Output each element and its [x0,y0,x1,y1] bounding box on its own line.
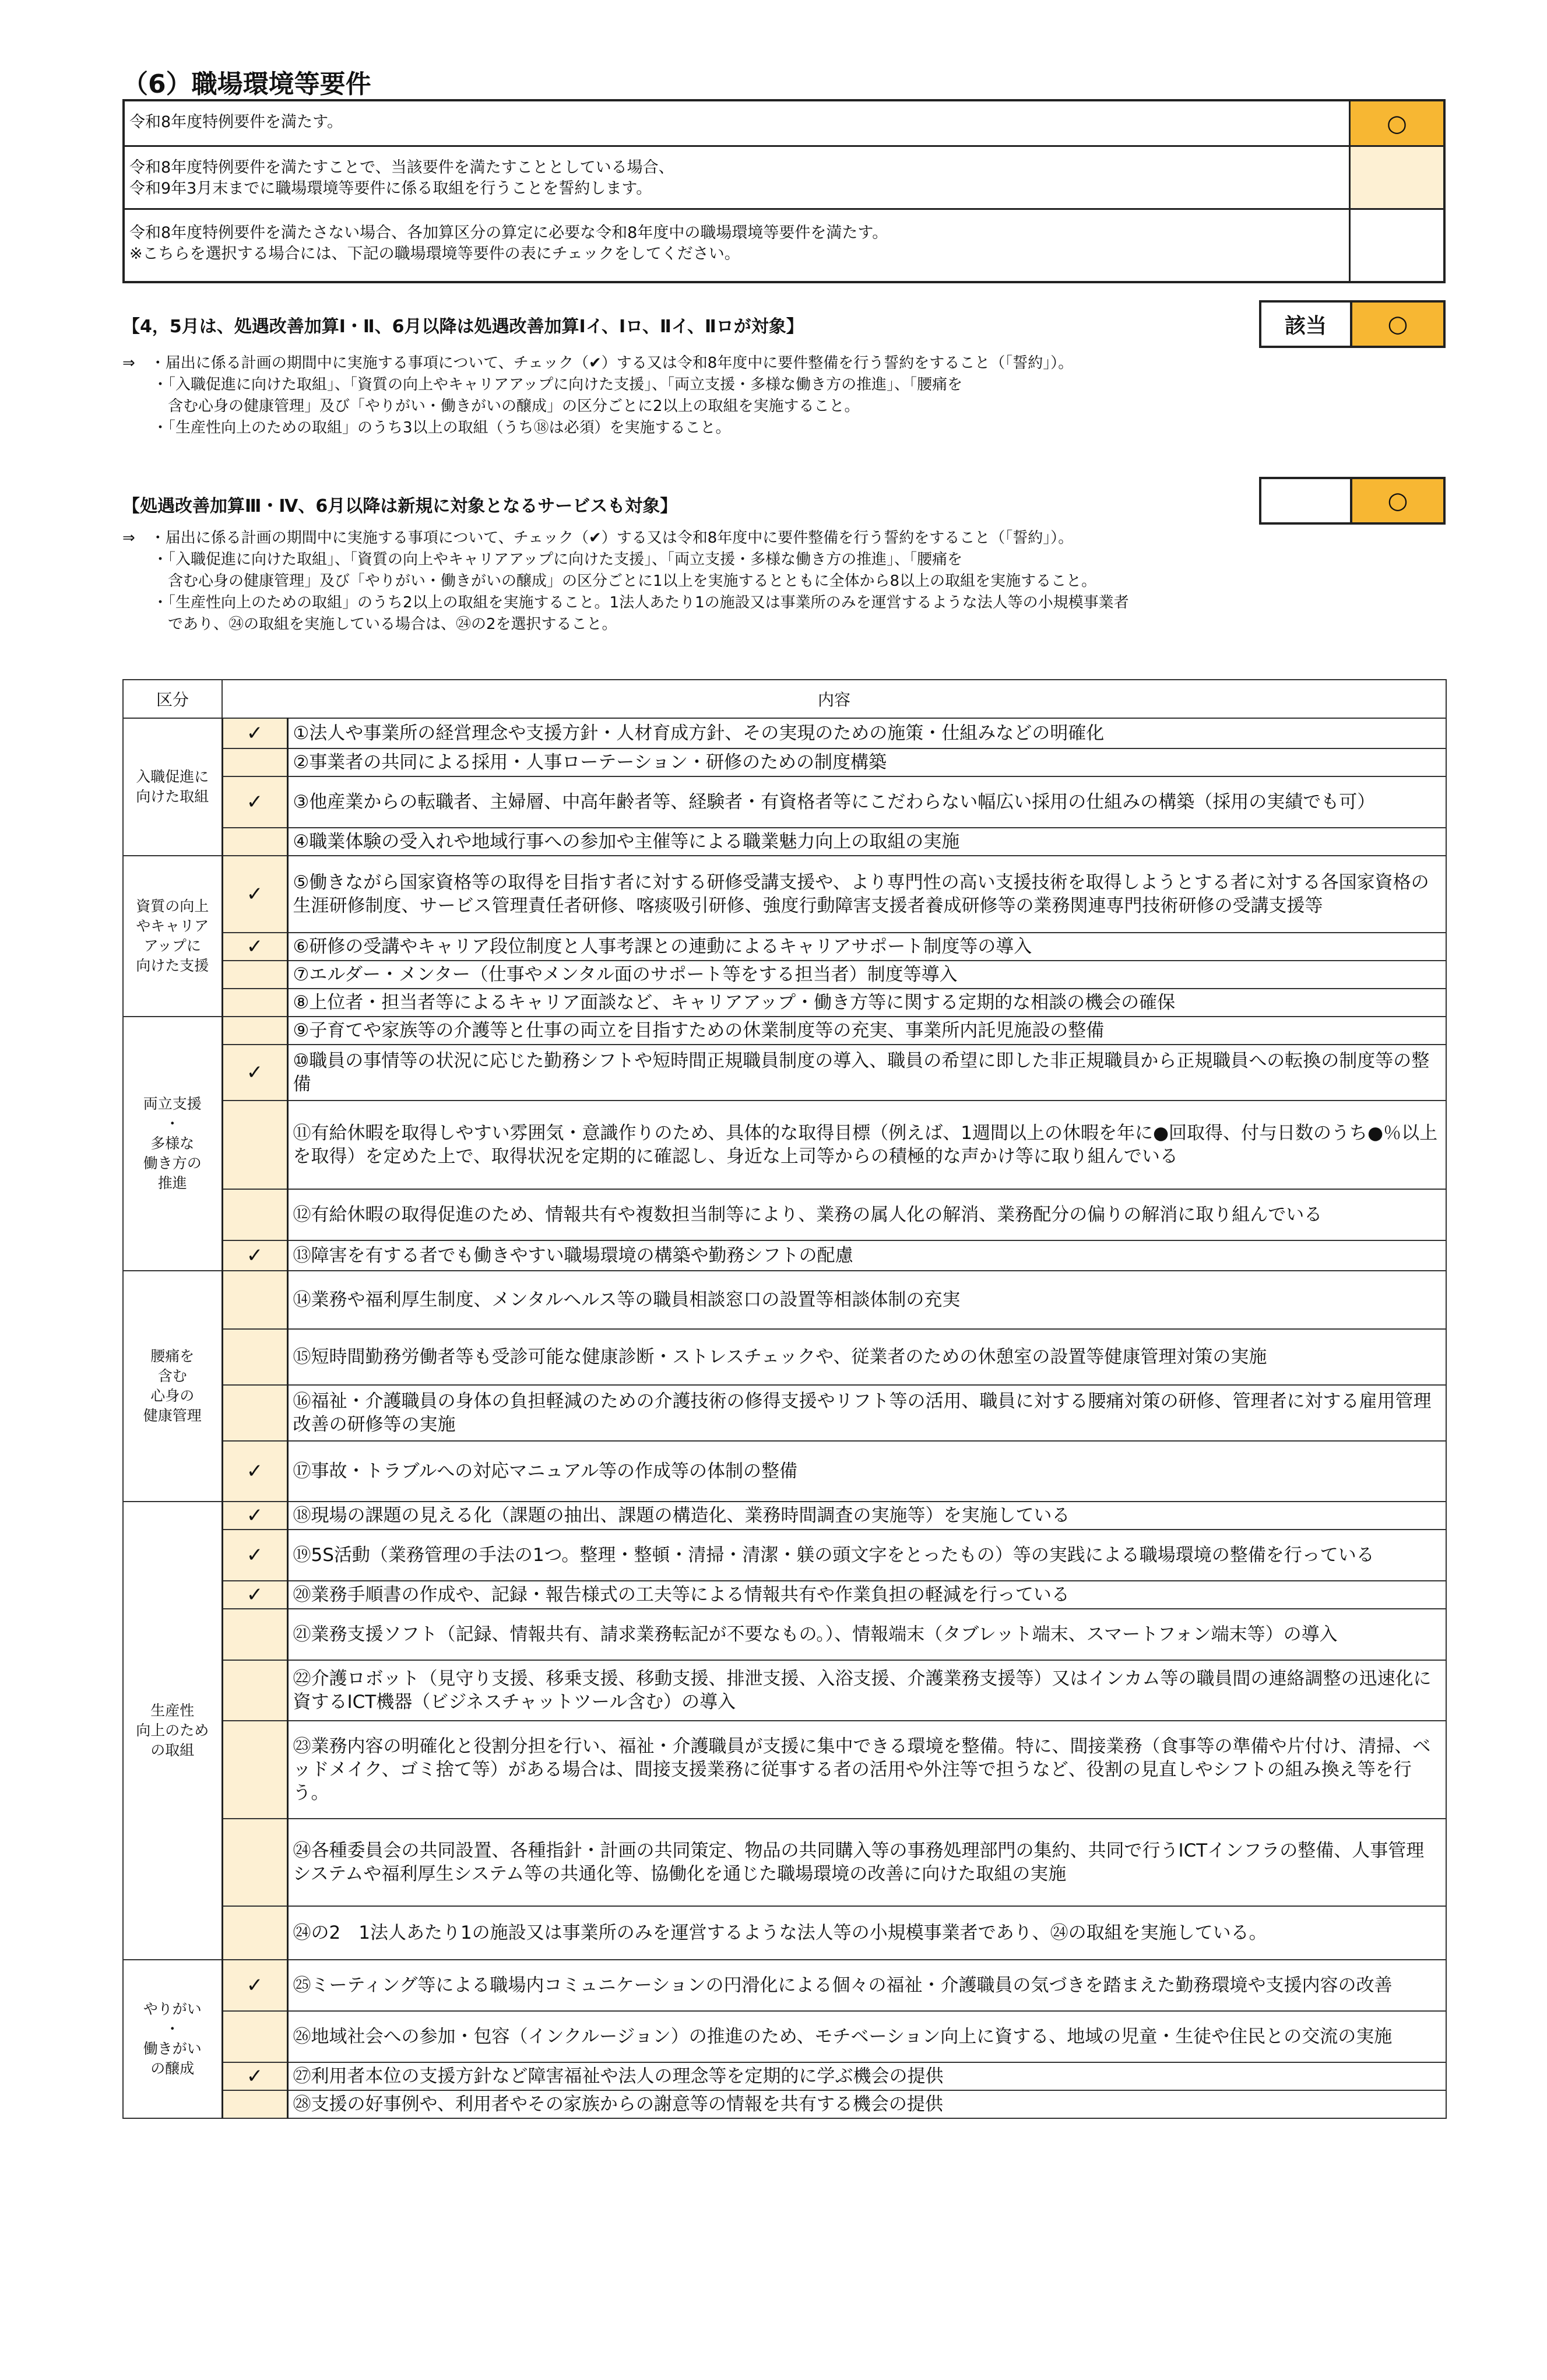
category-cell: 資質の向上 やキャリア アップに 向けた支援 [123,856,222,1017]
requirement-row-2[interactable] [125,147,1443,210]
applicable-select-cell[interactable] [1350,300,1446,348]
checkbox-cell[interactable]: ✓ [222,1045,287,1101]
section-heading-2: 【処遇改善加算Ⅲ・Ⅳ、6月以降は新規に対象となるサービスも対象】 [122,496,678,516]
table-row [123,989,1446,1017]
checkbox-cell[interactable] [222,1017,287,1045]
checkbox-cell[interactable] [222,1189,287,1240]
category-cell: 腰痛を 含む 心身の 健康管理 [123,1271,222,1502]
page-title: （6）職場環境等要件 [122,69,371,99]
item-content: ㉗利用者本位の支援方針など障害福祉や法人の理念等を定期的に学ぶ機会の提供 [287,2062,1446,2090]
header-content: 内容 [222,680,1446,718]
table-row [123,748,1446,776]
checkbox-cell[interactable] [222,1101,287,1189]
item-content: ③他産業からの転職者、主婦層、中高年齢者等、経験者・有資格者等にこだわらない幅広い採用の仕組みの構築（採用の実績でも可） [287,776,1446,828]
table-row [123,1240,1446,1271]
checkbox-cell[interactable]: ✓ [222,1441,287,1502]
table-row [123,1530,1446,1581]
checkbox-cell[interactable] [222,1819,287,1906]
table-row [123,1189,1446,1240]
table-row [123,1271,1446,1329]
table-row [123,1906,1446,1960]
checkbox-cell[interactable] [222,1271,287,1329]
checkbox-cell[interactable]: ✓ [222,1240,287,1271]
checkbox-cell[interactable] [222,2011,287,2062]
workplace-requirements-table [122,679,1447,2119]
requirement-select-cell[interactable] [1349,210,1443,281]
table-row [123,1329,1446,1385]
requirement-text: 令和8年度特例要件を満たすことで、当該要件を満たすこととしている場合、 令和9年3月末までに職場環境等要件に係る取組を行うことを誓約します。 [129,159,674,198]
checkbox-cell[interactable] [222,961,287,989]
checkbox-cell[interactable]: ✓ [222,2062,287,2090]
table-row [123,1441,1446,1502]
applicable-label: 該当 [1259,300,1352,348]
item-content: ④職業体験の受入れや地域行事への参加や主催等による職業魅力向上の取組の実施 [287,828,1446,856]
item-content: ㉒介護ロボット（見守り支援、移乗支援、移動支援、排泄支援、入浴支援、介護業務支援等）又はインカム等の職員間の連絡調整の迅速化に資するICT機器（ビジネスチャットツール含む）の導入 [287,1660,1446,1721]
item-content: ⑭業務や福利厚生制度、メンタルヘルス等の職員相談窓口の設置等相談体制の充実 [287,1271,1446,1329]
item-content: ⑫有給休暇の取得促進のため、情報共有や複数担当制等により、業務の属人化の解消、業務配分の偏りの解消に取り組んでいる [287,1189,1446,1240]
checkbox-cell[interactable] [222,1660,287,1721]
item-content: ⑯福祉・介護職員の身体の負担軽減のための介護技術の修得支援やリフト等の活用、職員に対する腰痛対策の研修、管理者に対する雇用管理改善の研修等の実施 [287,1385,1446,1441]
item-content: ⑬障害を有する者でも働きやすい職場環境の構築や勤務シフトの配慮 [287,1240,1446,1271]
item-content: ⑳業務手順書の作成や、記録・報告様式の工夫等による情報共有や作業負担の軽減を行っている [287,1581,1446,1609]
item-content: ⑰事故・トラブルへの対応マニュアル等の作成等の体制の整備 [287,1441,1446,1502]
item-content: ㉘支援の好事例や、利用者やその家族からの謝意等の情報を共有する機会の提供 [287,2090,1446,2118]
table-row [123,1101,1446,1189]
table-row [123,2062,1446,2090]
checkbox-cell[interactable] [222,1721,287,1819]
item-content: ㉖地域社会への参加・包容（インクルージョン）の推進のため、モチベーション向上に資する、地域の児童・生徒や住民との交流の実施 [287,2011,1446,2062]
table-header-row [123,680,1446,718]
table-row [123,1819,1446,1906]
item-content: ⑩職員の事情等の状況に応じた勤務シフトや短時間正規職員制度の導入、職員の希望に即した非正規職員から正規職員への転換の制度等の整備 [287,1045,1446,1101]
category-cell: 両立支援 ・ 多様な 働き方の 推進 [123,1017,222,1271]
table-row [123,718,1446,748]
checkbox-cell[interactable]: ✓ [222,933,287,961]
table-row [123,1960,1446,2011]
requirement-text: 令和8年度特例要件を満たさない場合、各加算区分の算定に必要な令和8年度中の職場環境等要件を満たす。 ※こちらを選択する場合には、下記の職場環境等要件の表にチェックをしてください。 [129,224,888,263]
requirement-row-3[interactable] [125,210,1443,281]
table-row [123,1721,1446,1819]
item-content: ㉑業務支援ソフト（記録、情報共有、請求業務転記が不要なもの。）、情報端末（タブレット端末、スマートフォン端末等）の導入 [287,1609,1446,1660]
table-row [123,1385,1446,1441]
section-notes-1: ⇒ ・届出に係る計画の期間中に実施する事項について、チェック（✔）する又は令和8年度中に要件整備を行う誓約をすること（「誓約」）。 ・「入職促進に向けた取組」、「資質の向上やキャリアアップに向けた支援」、「両立支援・多様な働き方の推進」、「腰痛を 含む心身の健康管理」及び「やりがい・働きがいの醸成」の区分ごとに2以上の取組を実施すること。 ・「生産性向上のための取組」のうち3以上の取組（うち⑱は必須）を実施すること。 [122,354,1074,437]
item-content: ㉓業務内容の明確化と役割分担を行い、福祉・介護職員が支援に集中できる環境を整備。特に、間接業務（食事等の準備や片付け、清掃、ベッドメイク、ゴミ捨て等）がある場合は、間接支援業務に従事する者の活用や外注等で担うなど、役割の見直しやシフトの組み換え等を行う。 [287,1721,1446,1819]
requirement-text: 令和8年度特例要件を満たす。 [129,113,343,131]
item-content: ㉔各種委員会の共同設置、各種指針・計画の共同策定、物品の共同購入等の事務処理部門の集約、共同で行うICTインフラの整備、人事管理システムや福利厚生システム等の共通化等、協働化を通じた職場環境の改善に向けた取組の実施 [287,1819,1446,1906]
item-content: ⑨子育てや家族等の介護等と仕事の両立を目指すための休業制度等の充実、事業所内託児施設の整備 [287,1017,1446,1045]
table-row [123,1609,1446,1660]
table-row [123,1017,1446,1045]
item-content: ⑥研修の受講やキャリア段位制度と人事考課との連動によるキャリアサポート制度等の導入 [287,933,1446,961]
checkbox-cell[interactable]: ✓ [222,856,287,933]
requirement-row-1[interactable] [125,101,1443,147]
category-cell: やりがい ・ 働きがい の醸成 [123,1960,222,2118]
item-content: ⑪有給休暇を取得しやすい雰囲気・意識作りのため、具体的な取得目標（例えば、1週間以上の休暇を年に●回取得、付与日数のうち●％以上を取得）を定めた上で、取得状況を定期的に確認し、身近な上司等からの積極的な声かけ等に取り組んでいる [287,1101,1446,1189]
selected-circle-mark: ○ [1387,110,1407,137]
checkbox-cell[interactable] [222,989,287,1017]
checkbox-cell[interactable] [222,1329,287,1385]
requirement-select-cell[interactable] [1349,101,1443,145]
checkbox-cell[interactable] [222,1906,287,1960]
category-cell: 入職促進に 向けた取組 [123,718,222,856]
checkbox-cell[interactable]: ✓ [222,1530,287,1581]
table-row [123,1581,1446,1609]
checkbox-cell[interactable] [222,1385,287,1441]
table-row [123,1502,1446,1530]
checkbox-cell[interactable] [222,828,287,856]
item-content: ⑮短時間勤務労働者等も受診可能な健康診断・ストレスチェックや、従業者のための休憩室の設置等健康管理対策の実施 [287,1329,1446,1385]
checkbox-cell[interactable]: ✓ [222,718,287,748]
table-row [123,856,1446,933]
selected-circle-mark: ○ [1387,311,1408,338]
table-row [123,828,1446,856]
item-content: ⑧上位者・担当者等によるキャリア面談など、キャリアアップ・働き方等に関する定期的な相談の機会の確保 [287,989,1446,1017]
checkbox-cell[interactable] [222,2090,287,2118]
table-row [123,933,1446,961]
table-row [123,776,1446,828]
requirement-select-cell[interactable] [1349,147,1443,208]
table-row [123,961,1446,989]
section-notes-2: ⇒ ・届出に係る計画の期間中に実施する事項について、チェック（✔）する又は令和8年度中に要件整備を行う誓約をすること（「誓約」）。 ・「入職促進に向けた取組」、「資質の向上やキャリアアップに向けた支援」、「両立支援・多様な働き方の推進」、「腰痛を 含む心身の健康管理」及び「やりがい・働きがいの醸成」の区分ごとに1以上を実施するとともに全体から8以上の取組を実施すること。 ・「生産性向上のための取組」のうち2以上の取組を実施すること。1法人あたり1の施設又は事業所のみを運営するような法人等の小規模事業者 であり、㉔の取組を実施している場合は、㉔の2を選択すること。 [122,529,1129,633]
checkbox-cell[interactable]: ✓ [222,1960,287,2011]
checkbox-cell[interactable]: ✓ [222,1502,287,1530]
checkbox-cell[interactable] [222,748,287,776]
section-heading-1: 【4，5月は、処遇改善加算Ⅰ・Ⅱ、6月以降は処遇改善加算Ⅰイ、Ⅰロ、Ⅱイ、Ⅱロが対象】 [122,317,804,337]
table-row [123,2090,1446,2118]
item-content: ⑦エルダー・メンター（仕事やメンタル面のサポート等をする担当者）制度等導入 [287,961,1446,989]
checkbox-cell[interactable]: ✓ [222,1581,287,1609]
table-row [123,2011,1446,2062]
item-content: ②事業者の共同による採用・人事ローテーション・研修のための制度構築 [287,748,1446,776]
item-content: ㉕ミーティング等による職場内コミュニケーションの円滑化による個々の福祉・介護職員の気づきを踏まえた勤務環境や支援内容の改善 [287,1960,1446,2011]
checkbox-cell[interactable]: ✓ [222,776,287,828]
applicable-select-cell-2[interactable] [1350,477,1446,525]
header-category: 区分 [123,680,222,718]
category-cell: 生産性 向上のため の取組 [123,1502,222,1960]
selected-circle-mark: ○ [1387,487,1408,514]
item-content: ①法人や事業所の経営理念や支援方針・人材育成方針、その実現のための施策・仕組みなどの明確化 [287,718,1446,748]
table-row [123,1045,1446,1101]
empty-label-cell [1259,477,1352,525]
table-row [123,1660,1446,1721]
item-content: ⑤働きながら国家資格等の取得を目指す者に対する研修受講支援や、より専門性の高い支援技術を取得しようとする者に対する各国家資格の生涯研修制度、サービス管理責任者研修、喀痰吸引研修、強度行動障害支援者養成研修等の業務関連専門技術研修の受講支援等 [287,856,1446,933]
checkbox-cell[interactable] [222,1609,287,1660]
item-content: ⑲5S活動（業務管理の手法の1つ。整理・整頓・清掃・清潔・躾の頭文字をとったもの）等の実践による職場環境の整備を行っている [287,1530,1446,1581]
item-content: ⑱現場の課題の見える化（課題の抽出、課題の構造化、業務時間調査の実施等）を実施している [287,1502,1446,1530]
requirement-options [122,99,1446,283]
item-content: ㉔の2 1法人あたり1の施設又は事業所のみを運営するような法人等の小規模事業者であり、㉔の取組を実施している。 [287,1906,1446,1960]
